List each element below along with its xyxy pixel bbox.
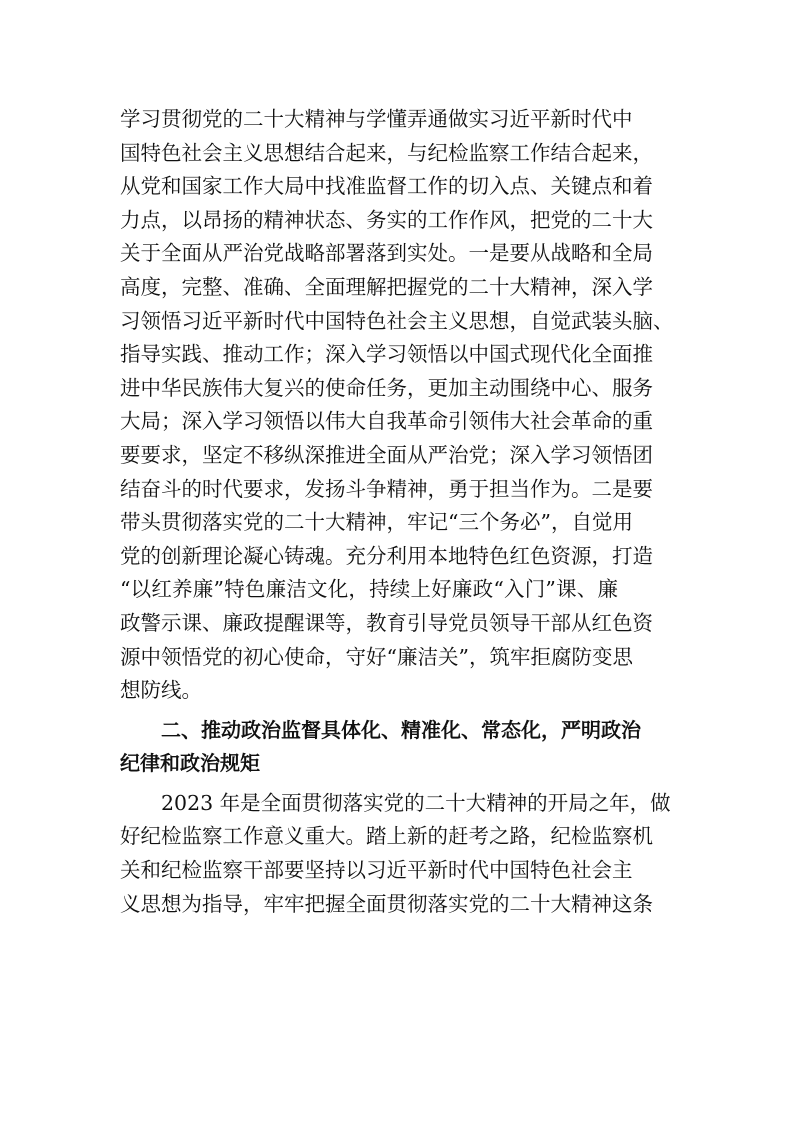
- text-line: 关和纪检监察干部要坚持以习近平新时代中国特色社会主: [120, 858, 633, 883]
- text-line: “以红养廉”特色廉洁文化，持续上好廉政“入门”课、廉: [120, 577, 618, 602]
- text-line: 2023 年是全面贯彻落实党的二十大精神的开局之年，做: [161, 790, 671, 815]
- text-line: 力点，以昂扬的精神状态、务实的工作作风，把党的二十大: [120, 207, 653, 232]
- text-line: 要要求，坚定不移纵深推进全面从严治党；深入学习领悟团: [120, 442, 653, 467]
- text-line: 国特色社会主义思想结合起来，与纪检监察工作结合起来，: [120, 140, 653, 165]
- text-line: 带头贯彻落实党的二十大精神，牢记“三个务必”，自觉用: [120, 510, 633, 535]
- text-line: 党的创新理论凝心铸魂。充分利用本地特色红色资源，打造: [120, 543, 653, 568]
- heading-line: 二、推动政治监督具体化、精准化、常态化，严明政治: [161, 717, 641, 742]
- text-line: 习领悟习近平新时代中国特色社会主义思想，自觉武装头脑、: [120, 308, 674, 333]
- text-line: 高度，完整、准确、全面理解把握党的二十大精神，深入学: [120, 274, 653, 299]
- text-line: 义思想为指导，牢牢把握全面贯彻落实党的二十大精神这条: [120, 891, 653, 916]
- body-paragraph: [120, 787, 671, 921]
- text-line: 想防线。: [120, 678, 202, 703]
- text-line: 从党和国家工作大局中找准监督工作的切入点、关键点和着: [120, 174, 653, 199]
- text-line: 进中华民族伟大复兴的使命任务，更加主动围绕中心、服务: [120, 375, 653, 400]
- text-line: 源中领悟党的初心使命，守好“廉洁关”，筑牢拒腐防变思: [120, 644, 633, 669]
- heading-line: 纪律和政治规矩: [120, 751, 260, 776]
- section-heading: [120, 714, 641, 781]
- body-paragraph: [120, 103, 674, 708]
- text-line: 政警示课、廉政提醒课等，教育引导党员领导干部从红色资: [120, 610, 653, 635]
- text-line: 关于全面从严治党战略部署落到实处。一是要从战略和全局: [120, 241, 653, 266]
- text-line: 学习贯彻党的二十大精神与学懂弄通做实习近平新时代中: [120, 107, 633, 131]
- text-line: 结奋斗的时代要求，发扬斗争精神，勇于担当作为。二是要: [120, 476, 653, 501]
- text-line: 指导实践、推动工作；深入学习领悟以中国式现代化全面推: [120, 342, 653, 367]
- document-page: [120, 103, 674, 921]
- text-line: 大局；深入学习领悟以伟大自我革命引领伟大社会革命的重: [120, 409, 653, 434]
- text-line: 好纪检监察工作意义重大。踏上新的赶考之路，纪检监察机: [120, 824, 653, 849]
